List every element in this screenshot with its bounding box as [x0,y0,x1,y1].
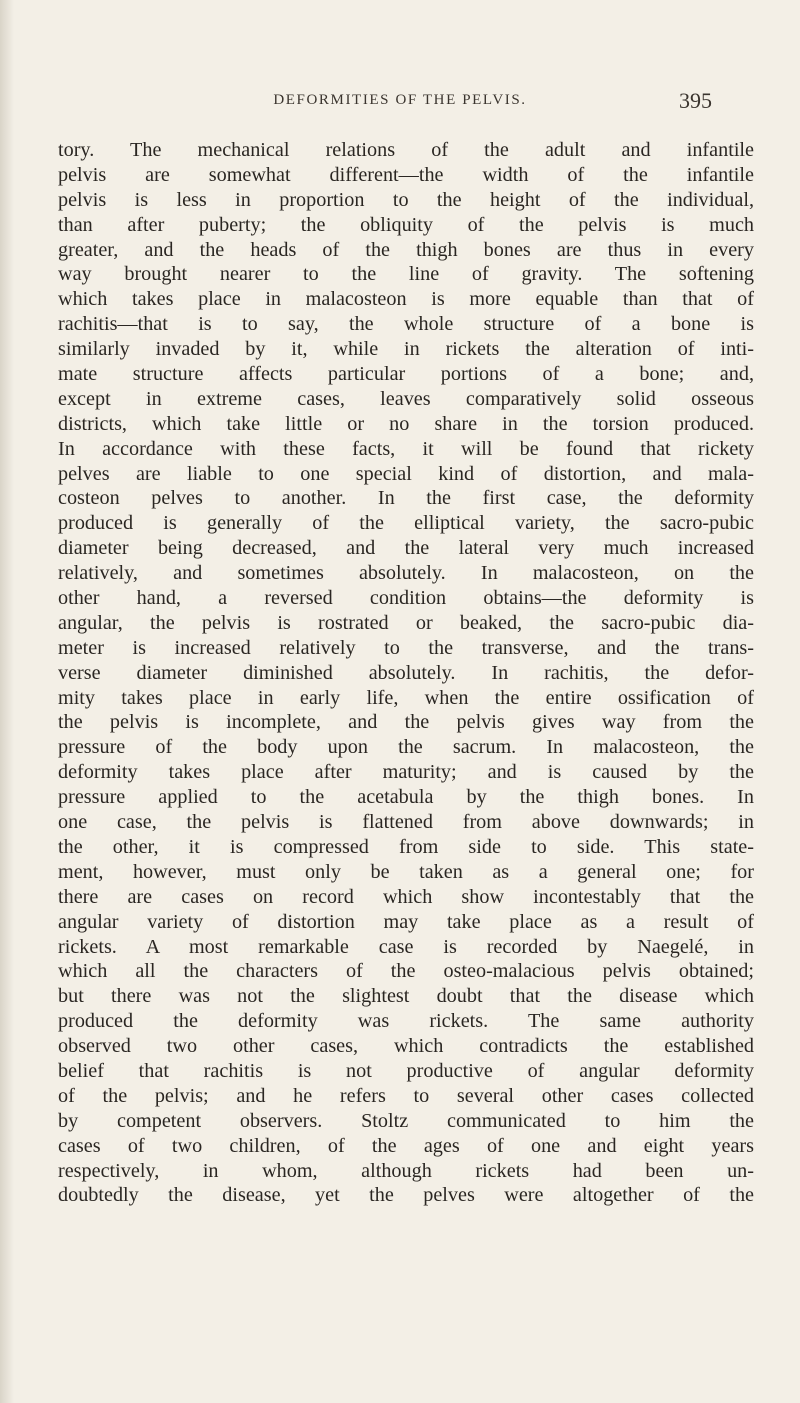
text-line: rickets. A most remarkable case is recorded by Naegelé, in [58,935,754,958]
text-line: greater, and the heads of the thigh bones are thus in every [58,238,754,261]
page-number: 395 [679,88,712,113]
text-line: one case, the pelvis is flattened from above downwards; in [58,811,754,834]
text-line: deformity takes place after maturity; and is caused by the [58,761,754,784]
text-line: of the pelvis; and he refers to several other cases collected [58,1084,754,1107]
text-line: which all the characters of the osteo-malacious pelvis obtained; [58,960,754,983]
text-line: than after puberty; the obliquity of the pelvis is much [58,213,754,236]
text-line: costeon pelves to another. In the first case, the deformity [58,487,754,510]
text-line: there are cases on record which show incontestably that the [58,885,754,908]
text-line: ment, however, must only be taken as a general one; for [58,860,754,883]
page-gutter-shadow [0,0,14,1403]
text-line: observed two other cases, which contradicts the established [58,1035,754,1058]
text-line: the pelvis is incomplete, and the pelvis gives way from the [58,711,754,734]
text-line: meter is increased relatively to the transverse, and the trans- [58,636,754,659]
text-line: relatively, and sometimes absolutely. In malacosteon, on the [58,562,754,585]
text-line: mity takes place in early life, when the entire ossification of [58,686,754,709]
text-line: rachitis—that is to say, the whole structure of a bone is [58,313,754,336]
text-line: way brought nearer to the line of gravity. The softening [58,263,754,286]
text-line: In accordance with these facts, it will be found that rickety [58,437,754,460]
body-text [58,138,754,1208]
text-line: but there was not the slightest doubt that the disease which [58,985,754,1008]
text-line: produced the deformity was rickets. The same authority [58,1010,754,1033]
text-line: pelvis is less in proportion to the height of the individual, [58,188,754,211]
text-line: pressure of the body upon the sacrum. In malacosteon, the [58,736,754,759]
text-line: mate structure affects particular portions of a bone; and, [58,363,754,386]
text-line: cases of two children, of the ages of one and eight years [58,1134,754,1157]
text-line: pressure applied to the acetabula by the thigh bones. In [58,786,754,809]
text-line: which takes place in malacosteon is more equable than that of [58,288,754,311]
text-line: similarly invaded by it, while in rickets the alteration of inti- [58,338,754,361]
text-line: angular variety of distortion may take place as a result of [58,910,754,933]
text-line: pelvis are somewhat different—the width of the infantile [58,163,754,186]
text-line: doubtedly the disease, yet the pelves were altogether of the [58,1184,754,1207]
text-line: except in extreme cases, leaves comparatively solid osseous [58,387,754,410]
text-line: the other, it is compressed from side to side. This state- [58,835,754,858]
text-line: tory. The mechanical relations of the adult and infantile [58,139,754,161]
text-line: verse diameter diminished absolutely. In rachitis, the defor- [58,661,754,684]
text-line: other hand, a reversed condition obtains—the deformity is [58,587,754,610]
running-header: DEFORMITIES OF THE PELVIS. [273,92,527,108]
text-line: angular, the pelvis is rostrated or beaked, the sacro-pubic dia- [58,611,754,634]
text-line: by competent observers. Stoltz communicated to him the [58,1109,754,1132]
text-line: belief that rachitis is not productive of angular deformity [58,1059,754,1082]
text-line: diameter being decreased, and the lateral very much increased [58,537,754,560]
text-line: respectively, in whom, although rickets had been un- [58,1159,754,1182]
text-line: districts, which take little or no share in the torsion produced. [58,412,754,435]
text-line: produced is generally of the elliptical variety, the sacro-pubic [58,512,754,535]
text-line: pelves are liable to one special kind of distortion, and mala- [58,462,754,485]
